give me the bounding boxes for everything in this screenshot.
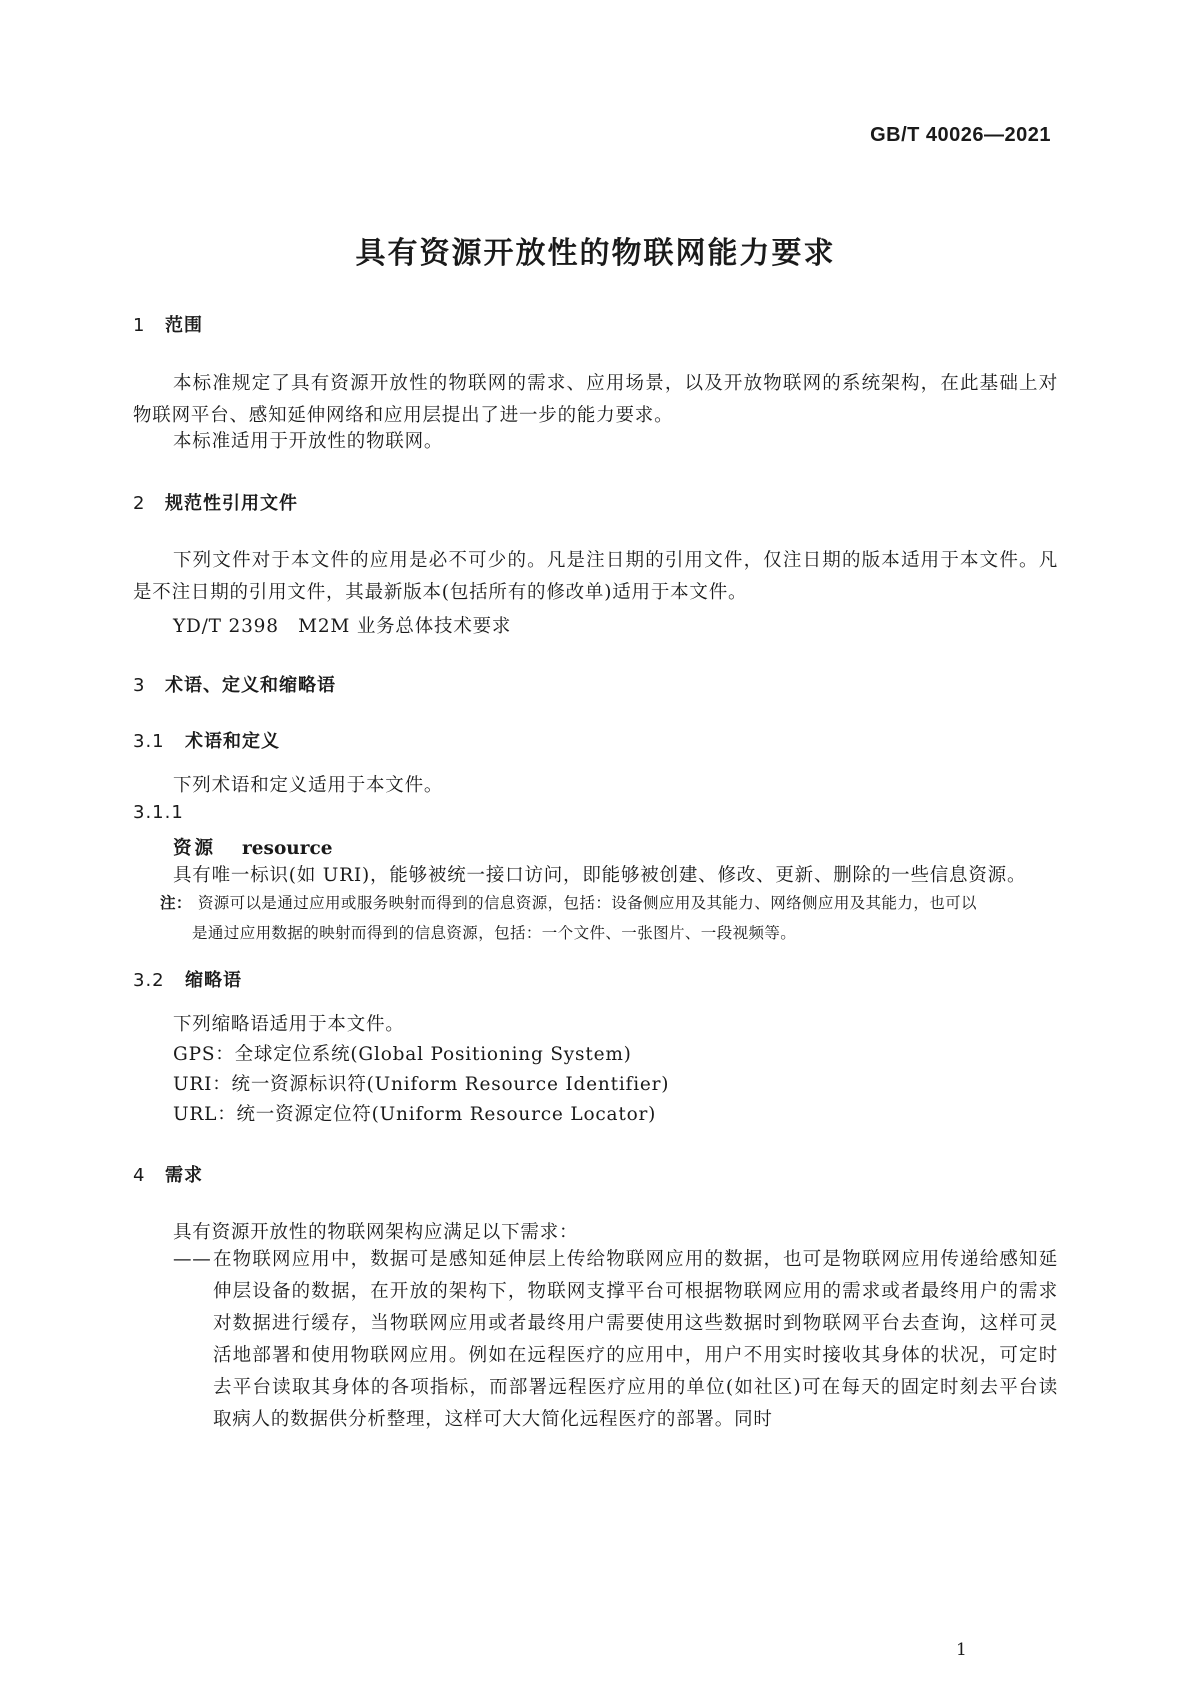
term-number: 3.1.1 <box>133 802 184 823</box>
requirement-text: 在物联网应用中，数据可是感知延伸层上传给物联网应用的数据，也可是物联网应用传递给感知延伸层设备的数据，在开放的架构下，物联网支撑平台可根据物联网应用的需求或者最终用户的需求对数据进行缓存，当物联网应用或者最终用户需要使用这些数据时到物联网平台去查询，这样可灵活地部署和使用物联网应用。例如在远程医疗的应用中，用户不用实时接收其身体的状况，可定时去平台读取其身体的各项指标，而部署远程医疗应用的单位(如社区)可在每天的固定时刻去平台读取病人的数据供分析整理，这样可大大简化远程医疗的部署。同时 <box>213 1249 1058 1430</box>
section-number: 2 <box>133 493 146 514</box>
note-line-2: 是通过应用数据的映射而得到的信息资源，包括：一个文件、一张图片、一段视频等。 <box>192 924 797 942</box>
requirements-intro: 具有资源开放性的物联网架构应满足以下需求： <box>173 1222 579 1243</box>
abbreviation-gps: GPS：全球定位系统(Global Positioning System) <box>173 1044 632 1065</box>
section-1-paragraph: 本标准规定了具有资源开放性的物联网的需求、应用场景，以及开放物联网的系统架构，在此基础上对物联网平台、感知延伸网络和应用层提出了进一步的能力要求。 <box>133 373 1058 426</box>
abbreviation-url: URL：统一资源定位符(Uniform Resource Locator) <box>173 1104 657 1125</box>
abbreviations-intro: 下列缩略语适用于本文件。 <box>173 1014 405 1035</box>
section-title: 术语、定义和缩略语 <box>165 675 336 696</box>
section-title: 范围 <box>165 315 203 336</box>
term-definition: 具有唯一标识(如 URI)，能够被统一接口访问，即能够被创建、修改、更新、删除的一些信息资源。 <box>173 865 1027 886</box>
section-number: 3.2 <box>133 970 165 991</box>
abbreviation-uri: URI：统一资源标识符(Uniform Resource Identifier) <box>173 1074 670 1095</box>
section-number: 1 <box>133 315 146 336</box>
term-english: resource <box>242 838 333 859</box>
terms-intro: 下列术语和定义适用于本文件。 <box>173 775 444 796</box>
section-2-heading <box>133 489 298 515</box>
section-title: 需求 <box>165 1165 203 1186</box>
section-title: 缩略语 <box>185 970 242 991</box>
section-2-paragraph: 下列文件对于本文件的应用是必不可少的。凡是注日期的引用文件，仅注日期的版本适用于本文件。凡是不注日期的引用文件，其最新版本(包括所有的修改单)适用于本文件。 <box>133 550 1058 603</box>
term-chinese: 资源 <box>173 838 217 859</box>
normative-reference: YD/T 2398 M2M 业务总体技术要求 <box>173 616 512 637</box>
dash-marker: —— <box>173 1249 212 1270</box>
document-title: 具有资源开放性的物联网能力要求 <box>355 236 836 271</box>
term-entry <box>173 834 333 860</box>
section-3-heading <box>133 671 336 697</box>
section-title: 术语和定义 <box>185 731 280 752</box>
section-number: 4 <box>133 1165 146 1186</box>
section-title: 规范性引用文件 <box>165 493 298 514</box>
section-3-1-heading <box>133 727 280 753</box>
term-note <box>160 888 1040 948</box>
section-number: 3 <box>133 675 146 696</box>
section-3-2-heading <box>133 966 242 992</box>
note-line-1: 资源可以是通过应用或服务映射而得到的信息资源，包括：设备侧应用及其能力、网络侧应用及其能力，也可以 <box>197 894 977 912</box>
requirement-item <box>173 1244 1058 1436</box>
section-1-heading <box>133 311 203 337</box>
standard-code: GB/T 40026—2021 <box>870 124 1051 146</box>
section-number: 3.1 <box>133 731 165 752</box>
page-number: 1 <box>956 1640 967 1660</box>
section-1-applicability: 本标准适用于开放性的物联网。 <box>173 431 444 452</box>
note-label: 注： <box>160 894 192 912</box>
section-4-heading <box>133 1161 203 1187</box>
